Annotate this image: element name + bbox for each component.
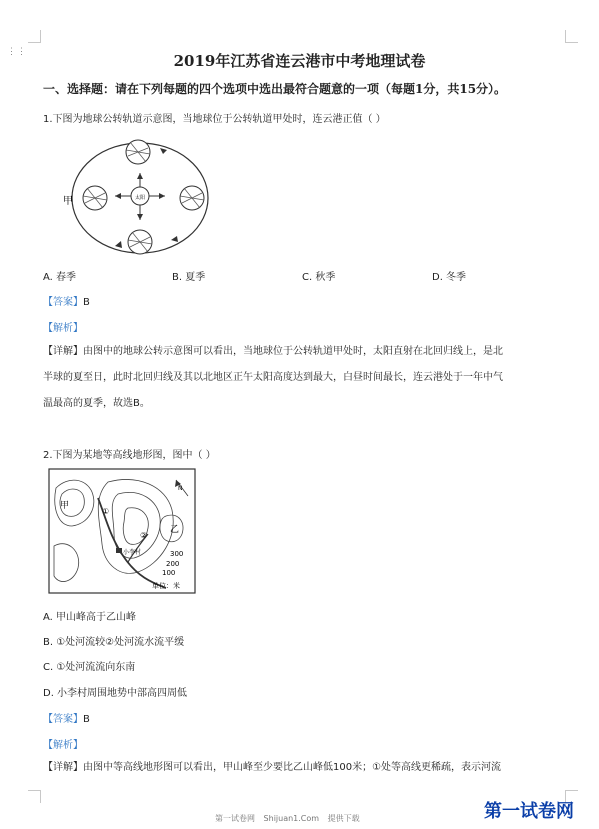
question-2-stem: 2.下图为某地等高线地形图，图中（ ） [43,450,216,461]
svg-text:太阳: 太阳 [134,195,146,201]
margin-corner-top-left [28,30,41,43]
contour-map-figure [48,468,196,594]
peak-jia-label: 甲 [60,501,70,511]
q2-option-a[interactable]: A. 甲山峰高于乙山峰 [43,612,137,623]
q1-option-b[interactable]: B. 夏季 [172,272,206,283]
peak-yi-label: 乙 [170,525,180,535]
village-label: 小李村 [123,549,142,556]
svg-text:100: 100 [162,569,176,577]
drag-handle-icon[interactable]: ⋮⋮ [7,47,27,57]
margin-corner-bottom-left [28,790,41,803]
q2-analysis-label: 【解析】 [43,740,83,751]
q1-option-a[interactable]: A. 春季 [43,272,77,283]
page-title: 2019年江苏省连云港市中考地理试卷 [173,52,426,70]
brand-logo[interactable]: 第一试卷网 [484,801,574,822]
q2-answer: 【答案】B [43,714,90,725]
q2-option-d[interactable]: D. 小李村周围地势中部高四周低 [43,688,188,699]
q2-option-b[interactable]: B. ①处河流较②处河流水流平缓 [43,637,185,648]
q2-option-c[interactable]: C. ①处河流流向东南 [43,662,136,673]
svg-text:300: 300 [170,550,184,558]
question-1-stem: 1.下图为地球公转轨道示意图，当地球位于公转轨道甲处时，连云港正值（ ） [43,114,386,125]
river-2-label: ② [140,531,148,540]
q2-detail: 【详解】由图中等高线地形图可以看出，甲山峰至少要比乙山峰低100米；①处等高线更稀疏，表示河流 [43,762,502,773]
q1-detail: 【详解】由图中的地球公转示意图可以看出，当地球位于公转轨道甲处时，太阳直射在北回归线上，是北 半球的夏至日，此时北回归线及其以北地区正午太阳高度达到最大，白昼时间最长，连云港处于一年中气 温最高的夏季，故选B。 [43,346,503,409]
river-1-label: ① [102,507,110,516]
q1-option-d[interactable]: D. 冬季 [432,272,467,283]
footer-source: 第一试卷网 Shijuan1.Com 提供下载 [215,814,360,823]
svg-text:200: 200 [166,560,180,568]
unit-label: 单位：米 [152,582,180,590]
q1-option-c[interactable]: C. 秋季 [302,272,336,283]
q1-analysis-label: 【解析】 [43,323,83,334]
margin-corner-top-right [565,30,578,43]
orbit-figure [55,128,215,268]
q1-answer: 【答案】B [43,297,90,308]
section-heading: 一、选择题：请在下列每题的四个选项中选出最符合题意的一项（每题1分，共15分）。 [43,82,507,96]
svg-text:N: N [178,485,183,492]
orbit-position-label: 甲 [63,196,73,207]
